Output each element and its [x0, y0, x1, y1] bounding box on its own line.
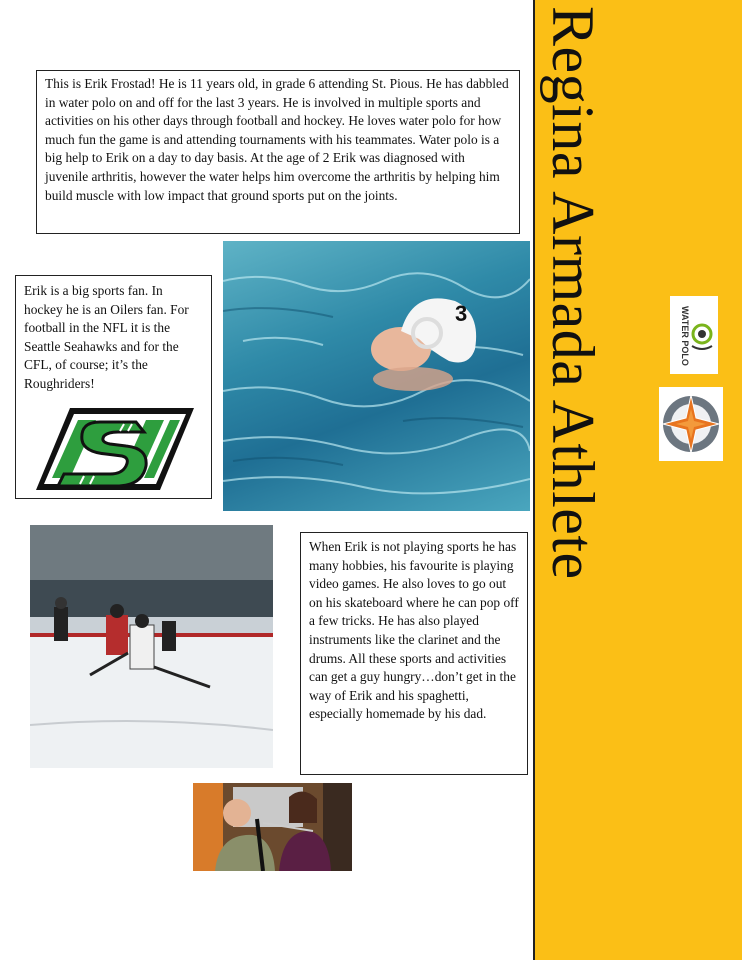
vertical-title-wrapper	[538, 6, 608, 896]
sports-fan-text: Erik is a big sports fan. In hockey he is an Oilers fan. For football in the NFL it is the Seattle Seahawks and for the CFL, of course; it’s the Roughriders!	[24, 283, 189, 391]
hockey-photo	[30, 525, 273, 768]
water-polo-canada-logo	[670, 296, 718, 374]
armada-star-logo	[659, 387, 723, 461]
page-title: Regina Armada Athlete	[540, 6, 606, 580]
intro-text-box	[36, 70, 520, 234]
water-polo-logo-text: WATER POLO	[680, 306, 690, 366]
cap-number: 3	[455, 301, 468, 326]
intro-text: This is Erik Frostad! He is 11 years old, in grade 6 attending St. Pious. He has dabbled in water polo on and off for the last 3 years. He is involved in multiple sports and activities on his other days through football and hockey. He loves water polo for how much fun the game is and attending tournaments with his teammates. Water polo is a big help to Erik on a day to day basis. At the age of 2 Erik was diagnosed with juvenile arthritis, however the water helps him overcome the arthritis by helping him build muscle with low impact that ground sports put on the joints.	[45, 76, 509, 203]
roughriders-logo	[24, 400, 202, 496]
hobbies-text: When Erik is not playing sports he has many hobbies, his favourite is playing video games. He also loves to go out on his skateboard where he can pop off a few tricks. He has also played instruments like the clarinet and the drums. All these sports and activities can get a guy hungry…don’t get in the way of Erik and his spaghetti, especially homemade by his dad.	[309, 539, 519, 722]
water-polo-photo	[223, 241, 530, 511]
clarinet-photo	[193, 783, 352, 871]
sports-fan-box	[15, 275, 212, 499]
hobbies-text-box	[300, 532, 528, 775]
